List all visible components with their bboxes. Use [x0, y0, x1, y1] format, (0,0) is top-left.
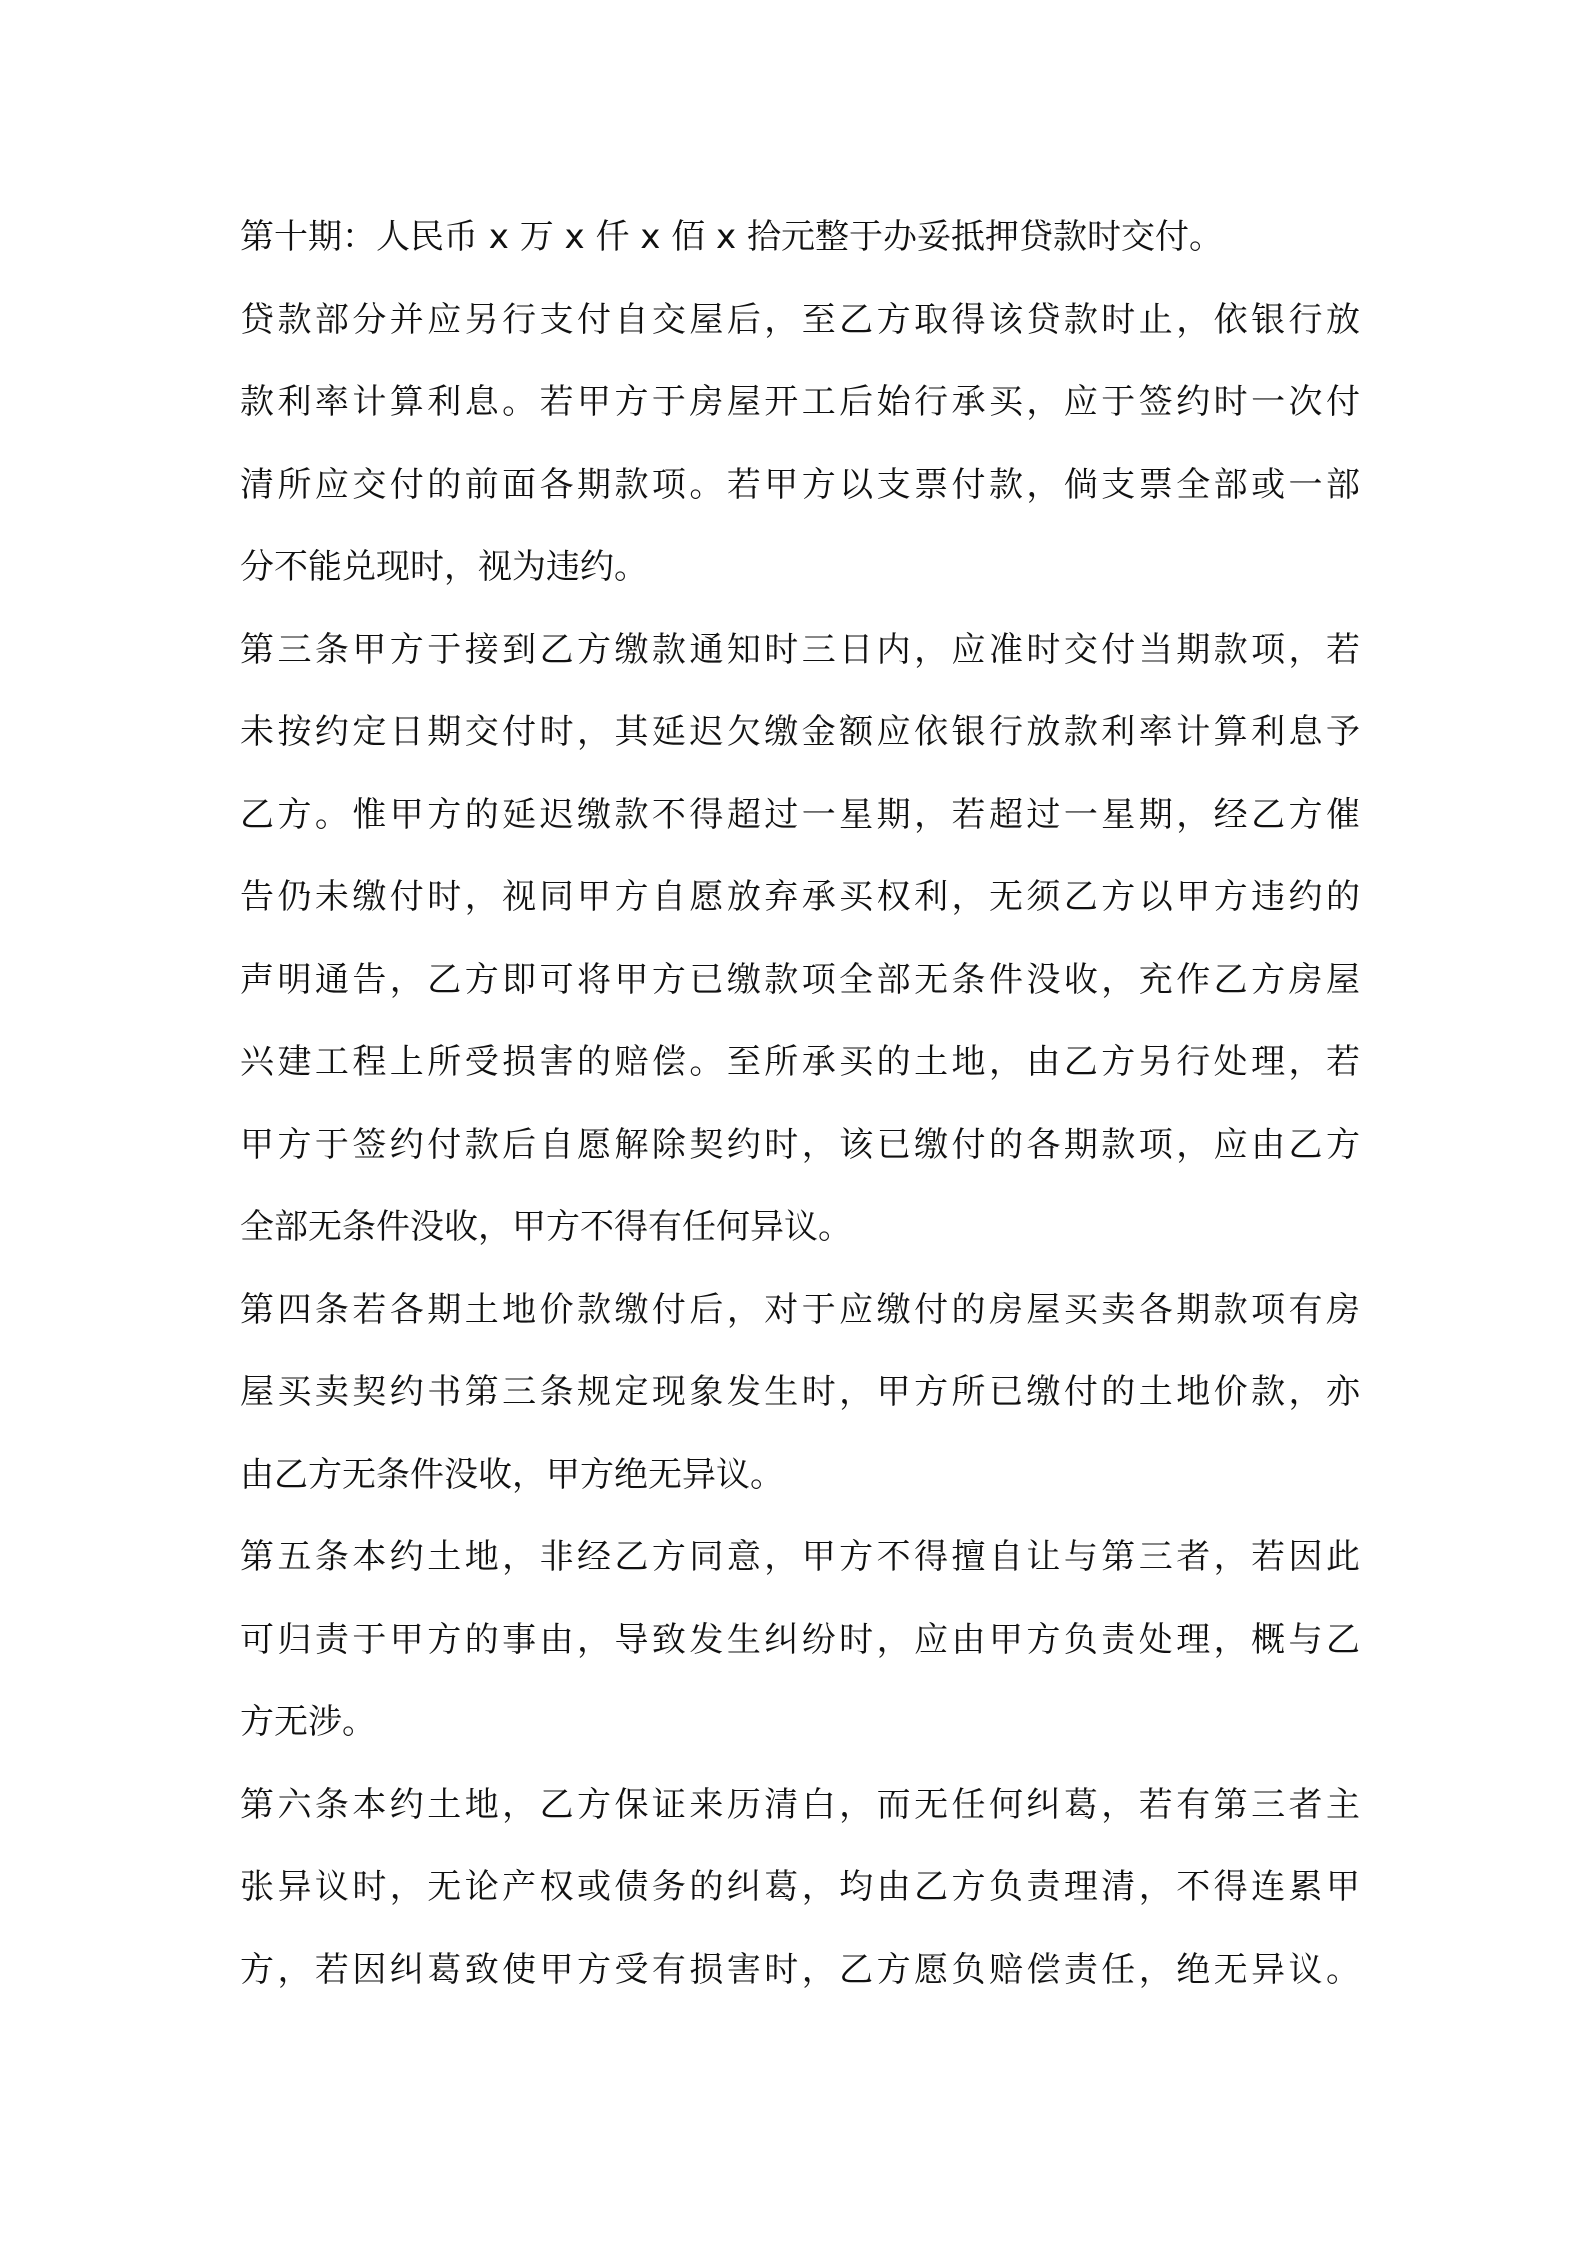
text-line: 可归责于甲方的事由，导致发生纠纷时，应由甲方负责处理，概与乙	[240, 1619, 1360, 1660]
text-line: 由乙方无条件没收，甲方绝无异议。	[240, 1454, 784, 1495]
paragraph-article-three	[240, 609, 1360, 1269]
text-line: 分不能兑现时，视为违约。	[240, 547, 648, 587]
text-line: 屋买卖契约书第三条规定现象发生时，甲方所已缴付的土地价款，亦	[240, 1372, 1360, 1412]
text-line: 方无涉。	[240, 1702, 376, 1742]
text-line: 乙方。惟甲方的延迟缴款不得超过一星期，若超过一星期，经乙方催	[240, 794, 1360, 835]
text-line: 第四条若各期土地价款缴付后，对于应缴付的房屋买卖各期款项有房	[240, 1289, 1360, 1330]
text-line: 告仍未缴付时，视同甲方自愿放弃承买权利，无须乙方以甲方违约的	[240, 877, 1360, 917]
text-line: 清所应交付的前面各期款项。若甲方以支票付款，倘支票全部或一部	[240, 464, 1360, 505]
text-line: 甲方于签约付款后自愿解除契约时，该已缴付的各期款项，应由乙方	[240, 1124, 1360, 1165]
text-line: 第五条本约土地，非经乙方同意，甲方不得擅自让与第三者，若因此	[240, 1537, 1360, 1577]
text-line: 贷款部分并应另行支付自交屋后，至乙方取得该贷款时止，依银行放	[240, 299, 1360, 340]
document-body	[240, 196, 1360, 2011]
text-line: 未按约定日期交付时，其延迟欠缴金额应依银行放款利率计算利息予	[240, 712, 1360, 752]
text-line: 第十期：人民币 x 万 x 仟 x 佰 x 拾元整于办妥抵押贷款时交付。	[240, 217, 1223, 257]
text-line: 第三条甲方于接到乙方缴款通知时三日内，应准时交付当期款项，若	[240, 629, 1360, 670]
paragraph-installment-ten	[240, 196, 1360, 279]
text-line: 兴建工程上所受损害的赔偿。至所承买的土地，由乙方另行处理，若	[240, 1042, 1360, 1082]
text-line: 方，若因纠葛致使甲方受有损害时，乙方愿负赔偿责任，绝无异议。	[240, 1949, 1360, 1990]
text-line: 张异议时，无论产权或债务的纠葛，均由乙方负责理清，不得连累甲	[240, 1867, 1360, 1907]
text-line: 全部无条件没收，甲方不得有任何异议。	[240, 1207, 852, 1247]
paragraph-article-six	[240, 1764, 1360, 2012]
text-line: 声明通告，乙方即可将甲方已缴款项全部无条件没收，充作乙方房屋	[240, 959, 1360, 1000]
text-line: 款利率计算利息。若甲方于房屋开工后始行承买，应于签约时一次付	[240, 382, 1360, 422]
paragraph-article-four	[240, 1269, 1360, 1517]
paragraph-loan-interest	[240, 279, 1360, 609]
paragraph-article-five	[240, 1516, 1360, 1764]
text-line: 第六条本约土地，乙方保证来历清白，而无任何纠葛，若有第三者主	[240, 1784, 1360, 1825]
